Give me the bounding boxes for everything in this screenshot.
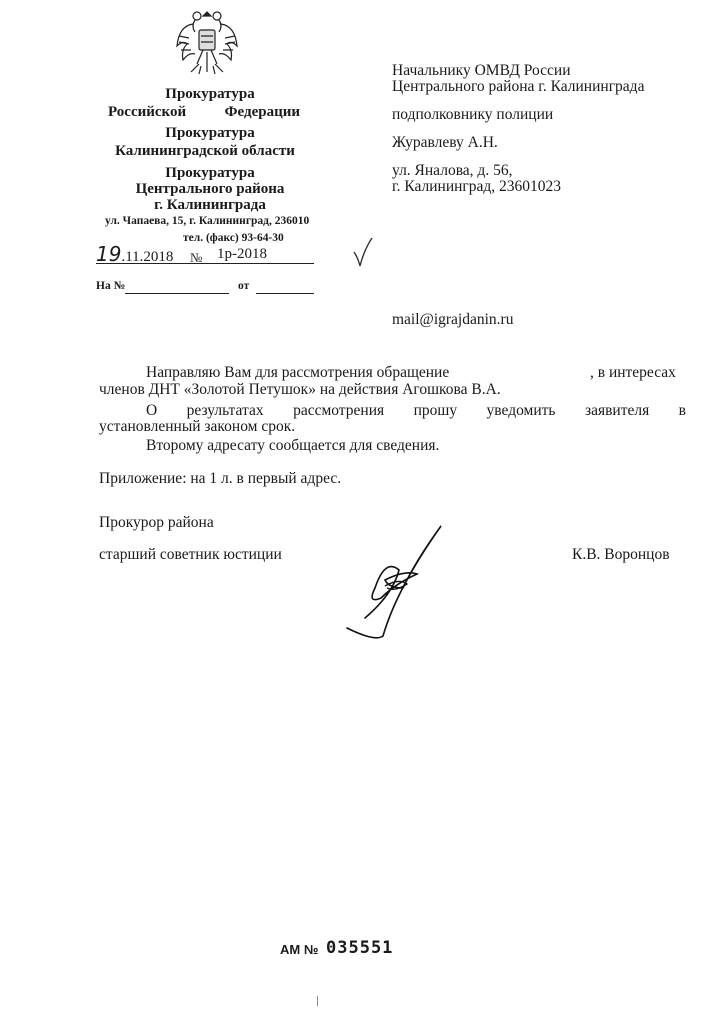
scan-mark (317, 996, 318, 1006)
from-label: от (238, 280, 250, 292)
org-line-6: Центрального района (135, 181, 285, 197)
org-line-2-right: Федерации (224, 104, 300, 120)
attachment-note: Приложение: на 1 л. в первый адрес. (99, 470, 342, 487)
org-phone: тел. (факс) 93-64-30 (183, 232, 284, 244)
org-line-2-left: Российской (108, 104, 187, 120)
recipient-line-3: подполковнику полиции (392, 106, 554, 123)
form-number: 035551 (326, 938, 394, 958)
body-p1-start: Направляю Вам для рассмотрения обращение (146, 364, 450, 381)
date-rest: .11.2018 (121, 249, 174, 265)
recipient-line-5: ул. Яналова, д. 56, (392, 162, 513, 179)
coat-of-arms-emblem (173, 6, 241, 78)
recipient-line-1: Начальнику ОМВД России (392, 62, 571, 79)
from-underline (256, 292, 314, 294)
body-p2-line2: установленный законом срок. (99, 418, 296, 435)
recipient-email: mail@igrajdanin.ru (392, 311, 514, 328)
on-number-label: На № (96, 280, 126, 292)
signatory-name: К.В. Воронцов (572, 546, 670, 563)
org-line-3: Прокуратура (165, 125, 255, 141)
on-number-underline (125, 292, 229, 294)
signatory-rank: старший советник юстиции (99, 546, 282, 563)
body-p3: Второму адресату сообщается для сведения. (146, 437, 440, 454)
form-series: АМ № (280, 942, 319, 957)
outgoing-number: 1р-2018 (217, 246, 267, 262)
recipient-line-4: Журавлеву А.Н. (392, 134, 498, 151)
org-line-1: Прокуратура (165, 86, 255, 102)
check-mark-icon (352, 236, 374, 268)
org-address: ул. Чапаева, 15, г. Калининград, 236010 (105, 215, 310, 227)
recipient-line-6: г. Калининград, 23601023 (392, 178, 562, 195)
org-line-4: Калининградской области (115, 143, 295, 159)
signatory-position: Прокурор района (99, 514, 214, 531)
body-p2-line1: О результатах рассмотрения прошу уведомить заявителя в (146, 402, 686, 419)
org-line-7: г. Калининграда (154, 197, 266, 213)
recipient-line-2: Центрального района г. Калининграда (392, 78, 645, 95)
org-line-5: Прокуратура (165, 165, 255, 181)
body-p1-line2: членов ДНТ «Золотой Петушок» на действия Агошкова В.А. (99, 381, 501, 398)
number-label: № (190, 250, 203, 265)
outgoing-date (96, 242, 173, 266)
body-p1-end: , в интересах (590, 364, 676, 381)
handwritten-signature (345, 518, 455, 648)
org-line-2 (108, 104, 300, 121)
date-day-handwritten: 19 (96, 242, 122, 266)
